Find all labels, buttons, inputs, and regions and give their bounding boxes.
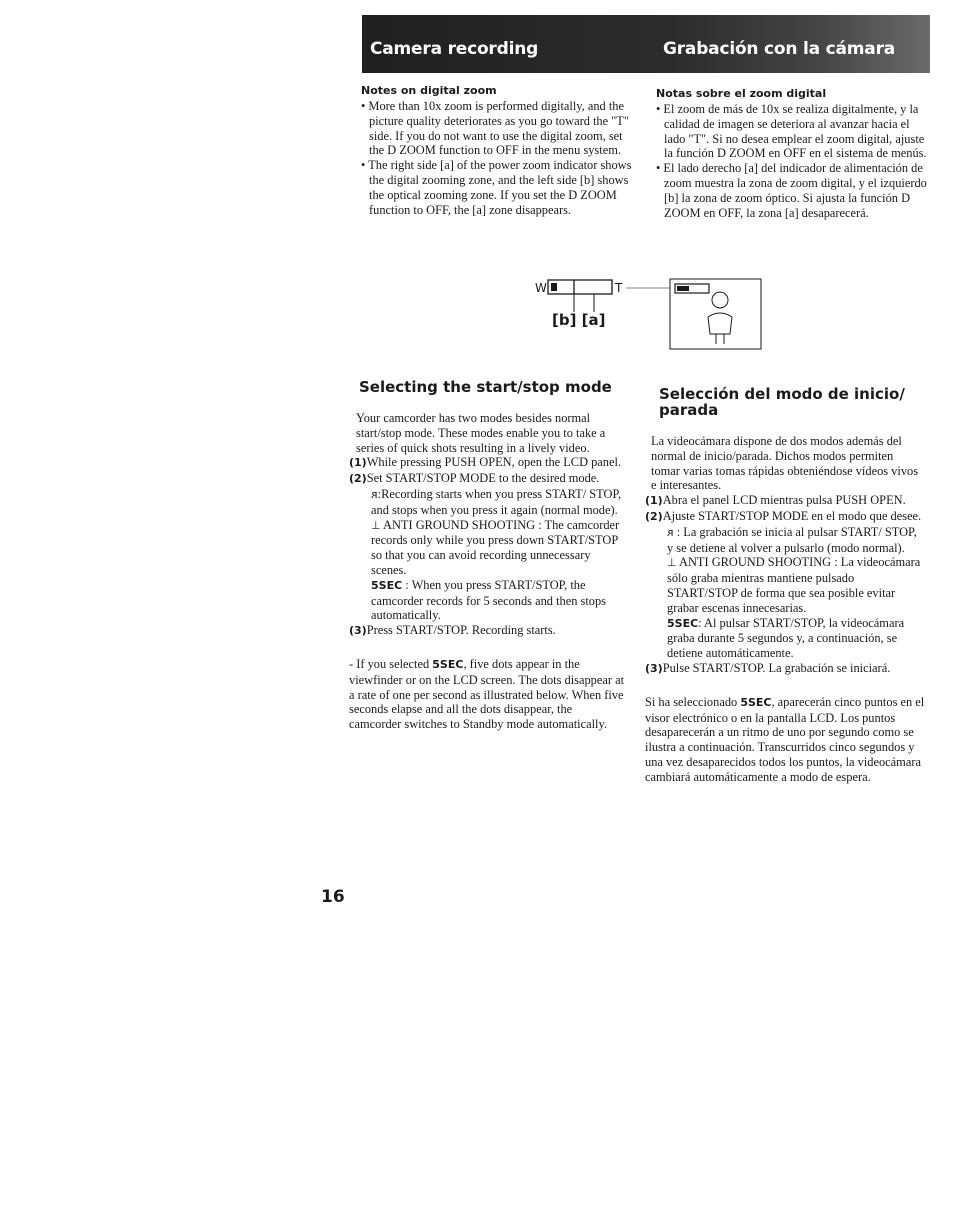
lcd-zoom-bar-fill	[677, 286, 689, 291]
person-head-icon	[712, 292, 728, 308]
zoom-note-1-es: • El zoom de más de 10x se realiza digitalmente, y la calidad de imagen se deteriora al avanzar hacia el lado "T". Si no desea emplear el zoom digital, ajuste la función D ZOOM en OFF en el sistema de menús.	[656, 102, 927, 161]
step-3-number-es: (3)	[645, 661, 663, 675]
mode-normal-es: : La grabación se inicia al pulsar START/ STOP, y se detiene al volver a pulsarlo (modo normal).	[667, 524, 917, 555]
section-title-start-stop-es: Selección del modo de inicio/ parada	[659, 385, 905, 419]
digital-zoom-notes-en	[361, 84, 635, 217]
step-1-es: Abra el panel LCD mientras pulsa PUSH OPEN.	[662, 493, 906, 508]
start-stop-mode-es	[645, 386, 925, 785]
zoom-bar-outline	[548, 280, 612, 294]
start-stop-mode-en	[349, 379, 625, 732]
mode-normal-en: :Recording starts when you press START/ STOP, and stops when you press it again (normal mode).	[371, 486, 622, 517]
mode-anti-ground-en: ANTI GROUND SHOOTING : The camcorder records only while you press down START/STOP so that you can avoid recording unnecessary scenes.	[371, 517, 620, 577]
note-5sec-en: , five dots appear in the viewfinder or on the LCD screen. The dots disappear at a rate of one per second as illustrated below. When five seconds elapse and all the dots disappear, the camcorder switches to Standby mode automatically.	[349, 656, 625, 732]
note-5sec-key-en: 5SEC	[432, 657, 464, 671]
mode-5sec-key-en: 5SEC	[371, 578, 403, 592]
step-1-number-es: (1)	[645, 494, 663, 508]
normal-mode-icon: ᴙ	[371, 487, 378, 501]
step-1-number-en: (1)	[349, 456, 367, 470]
anti-ground-icon: ⊥	[371, 518, 381, 532]
mode-5sec-es: : Al pulsar START/STOP, la videocámara graba durante 5 segundos y, a continuación, se detiene automáticamente.	[667, 615, 905, 661]
page-number: 16	[321, 887, 345, 907]
step-3-number-en: (3)	[349, 624, 367, 638]
intro-es: La videocámara dispone de dos modos además del normal de inicio/parada. Dichos modos permiten tomar varias tomas rápidas obteniéndose vídeos vivos e interesantes.	[651, 434, 919, 493]
step-2-number-en: (2)	[349, 472, 367, 486]
intro-en: Your camcorder has two modes besides normal start/stop mode. These modes enable you to take a series of quick shots resulting in a lively video.	[356, 411, 606, 455]
diagram-t-label: T	[615, 281, 623, 295]
mode-anti-ground-es: ANTI GROUND SHOOTING : La videocámara sólo graba mientras mantiene pulsado START/STOP de forma que sea posible evitar grabar escenas innecesarias.	[667, 555, 921, 615]
note-5sec-pre-es: Si ha seleccionado	[645, 694, 741, 709]
step-1-en: While pressing PUSH OPEN, open the LCD panel.	[366, 455, 622, 470]
note-5sec-key-es: 5SEC	[740, 695, 772, 709]
mode-5sec-en: : When you press START/STOP, the camcorder records for 5 seconds and then stops automatically.	[371, 577, 606, 623]
zoom-note-2-en: • The right side [a] of the power zoom indicator shows the digital zooming zone, and the left side [b] shows the optical zooming zone. If you set the D ZOOM function to OFF, the [a] zone disappears.	[361, 158, 632, 217]
zoom-note-1-en: • More than 10x zoom is performed digitally, and the picture quality deteriorates as you go toward the "T" side. If you do not want to use the digital zoom, set the D ZOOM function to OFF in the menu system.	[361, 99, 629, 158]
step-2-es: Ajuste START/STOP MODE en el modo que desee.	[662, 508, 922, 523]
step-2-number-es: (2)	[645, 509, 663, 523]
person-body-icon	[708, 313, 732, 334]
digital-zoom-notes-es	[656, 87, 928, 220]
note-5sec-pre-en: - If you selected	[349, 656, 433, 671]
step-3-es: Pulse START/STOP. La grabación se iniciará.	[662, 660, 891, 675]
diagram-zone-labels: [b] [a]	[552, 311, 606, 329]
header-title-en: Camera recording	[370, 39, 539, 59]
subhead-digital-zoom-en: Notes on digital zoom	[361, 84, 497, 97]
zoom-bar-fill	[551, 283, 557, 291]
anti-ground-icon: ⊥	[667, 556, 677, 570]
diagram-w-label: W	[535, 281, 547, 295]
normal-mode-icon: ᴙ	[667, 525, 674, 539]
step-2-en: Set START/STOP MODE to the desired mode.	[366, 471, 600, 486]
subhead-digital-zoom-es: Notas sobre el zoom digital	[656, 87, 827, 100]
zoom-note-2-es: • El lado derecho [a] del indicador de alimentación de zoom muestra la zona de zoom digital, y el izquierdo [b] la zona de zoom óptico. Si ajusta la función D ZOOM en OFF, la zona [a] desaparecerá.	[656, 161, 927, 220]
section-title-start-stop-en: Selecting the start/stop mode	[359, 378, 612, 396]
header-title-es: Grabación con la cámara	[663, 39, 896, 59]
note-5sec-es: , aparecerán cinco puntos en el visor electrónico o en la pantalla LCD. Los puntos desaparecerán a un ritmo de uno por segundo como se ilustra a continuación. Transcurridos cinco segundos y una vez desaparecidos todos los puntos, la videocámara cambiará automáticamente a modo de espera.	[645, 694, 925, 784]
mode-5sec-key-es: 5SEC	[667, 616, 699, 630]
step-3-en: Press START/STOP. Recording starts.	[366, 623, 556, 638]
